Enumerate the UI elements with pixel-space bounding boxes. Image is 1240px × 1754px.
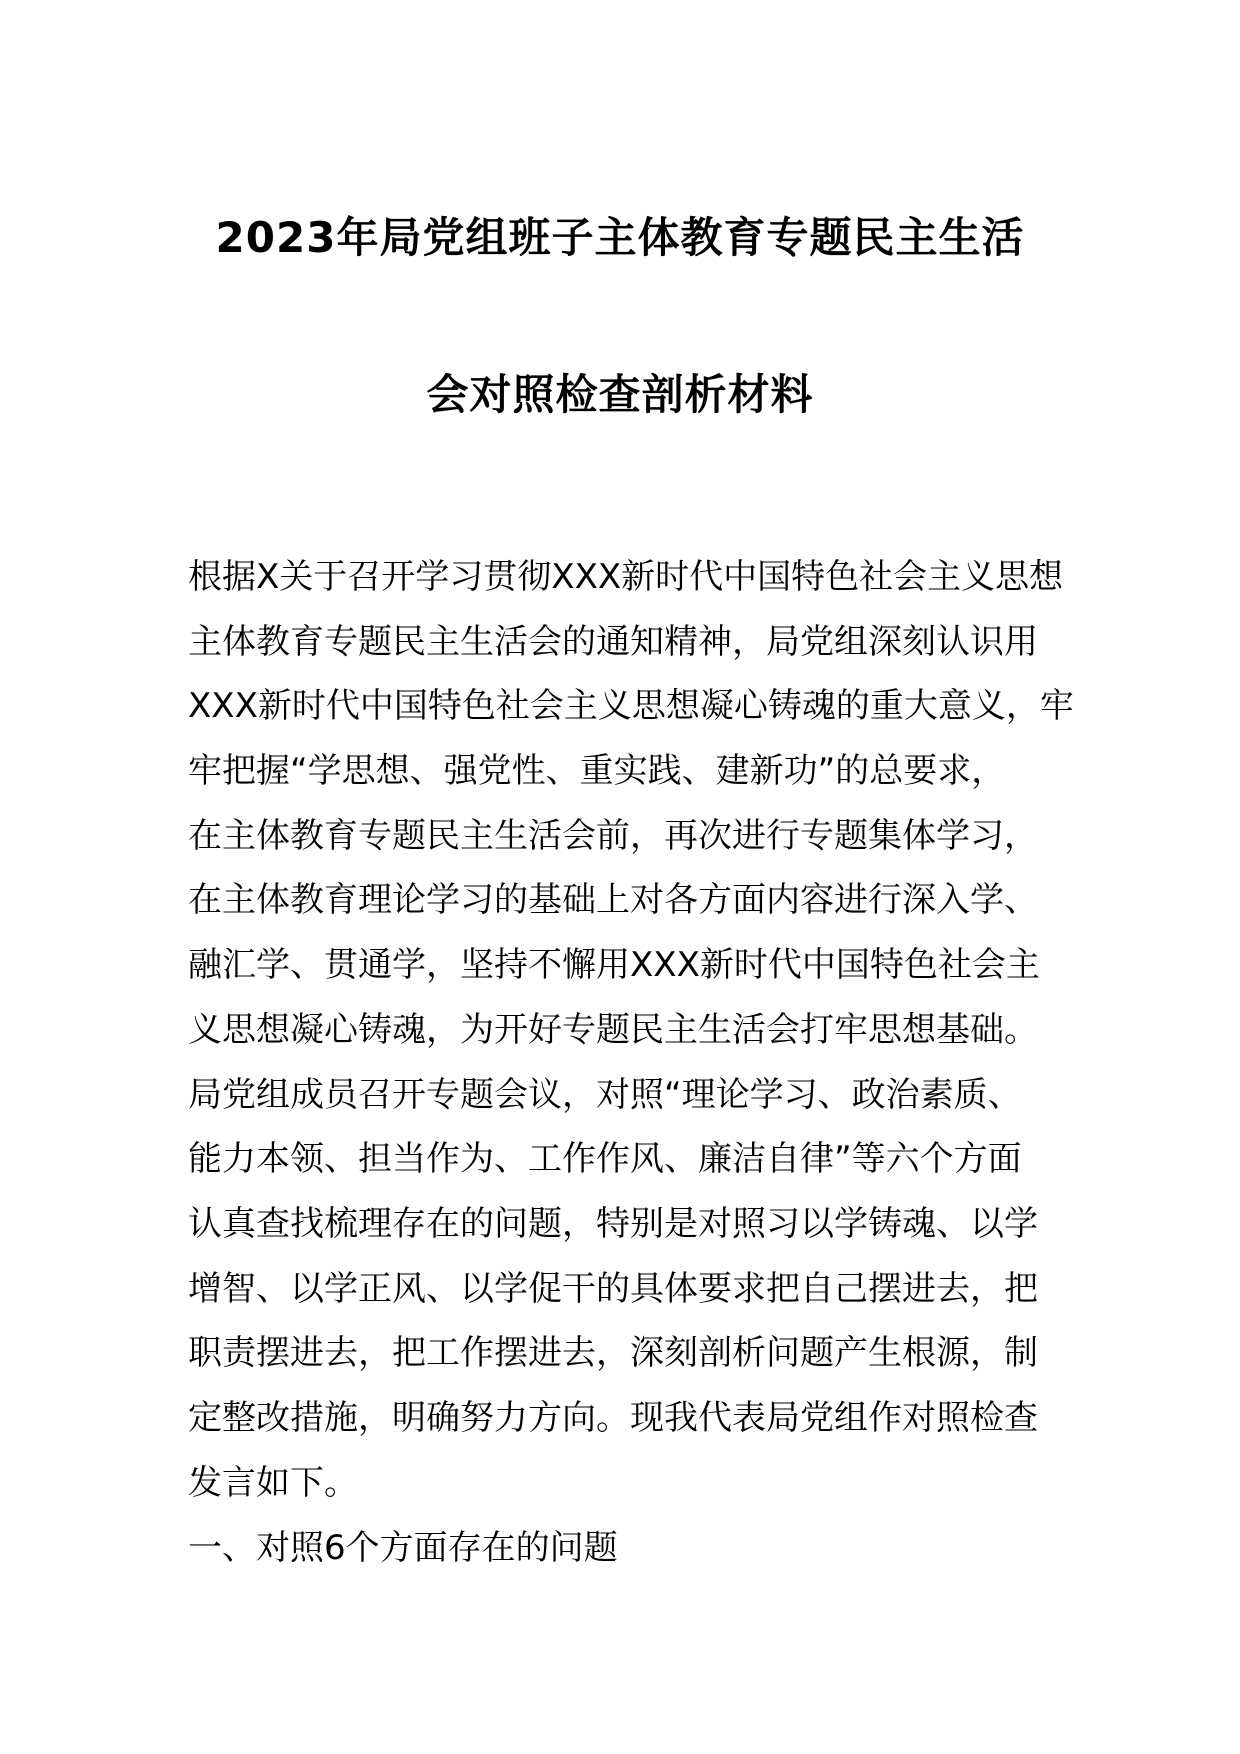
paragraph-line: 定整改措施，明确努力方向。现我代表局党组作对照检查 <box>188 1397 1038 1438</box>
paragraph-line: 发言如下。 <box>188 1462 358 1503</box>
paragraph-line: 能力本领、担当作为、工作作风、廉洁自律”等六个方面 <box>188 1139 1022 1180</box>
paragraph-line: 增智、以学正风、以学促干的具体要求把自己摆进去，把 <box>188 1268 1038 1309</box>
paragraph-line: 融汇学、贯通学，坚持不懈用XXX新时代中国特色社会主 <box>188 945 1040 986</box>
paragraph-line: 职责摆进去，把工作摆进去，深刻剖析问题产生根源，制 <box>188 1333 1038 1374</box>
paragraph-line: 义思想凝心铸魂，为开好专题民主生活会打牢思想基础。 <box>188 1009 1038 1050</box>
paragraph-line: 局党组成员召开专题会议，对照“理论学习、政治素质、 <box>188 1074 1022 1115</box>
paragraph-line: XXX新时代中国特色社会主义思想凝心铸魂的重大意义，牢 <box>188 686 1074 727</box>
paragraph-line: 在主体教育专题民主生活会前，再次进行专题集体学习， <box>188 815 1038 856</box>
paragraph-line: 根据X关于召开学习贯彻XXX新时代中国特色社会主义思想 <box>188 557 1064 597</box>
paragraph-line: 主体教育专题民主生活会的通知精神，局党组深刻认识用 <box>188 621 1038 662</box>
intro-paragraph <box>188 545 1074 1515</box>
document-title-line-2: 会对照检查剖析材料 <box>426 370 814 419</box>
document-title-line-1: 2023年局党组班子主体教育专题民主生活 <box>215 213 1025 262</box>
paragraph-line: 认真查找梳理存在的问题，特别是对照习以学铸魂、以学 <box>188 1203 1038 1244</box>
paragraph-line: 牢把握“学思想、强党性、重实践、建新功”的总要求， <box>188 751 1006 792</box>
paragraph-line: 在主体教育理论学习的基础上对各方面内容进行深入学、 <box>188 880 1038 921</box>
section-heading: 一、对照6个方面存在的问题 <box>188 1528 618 1568</box>
